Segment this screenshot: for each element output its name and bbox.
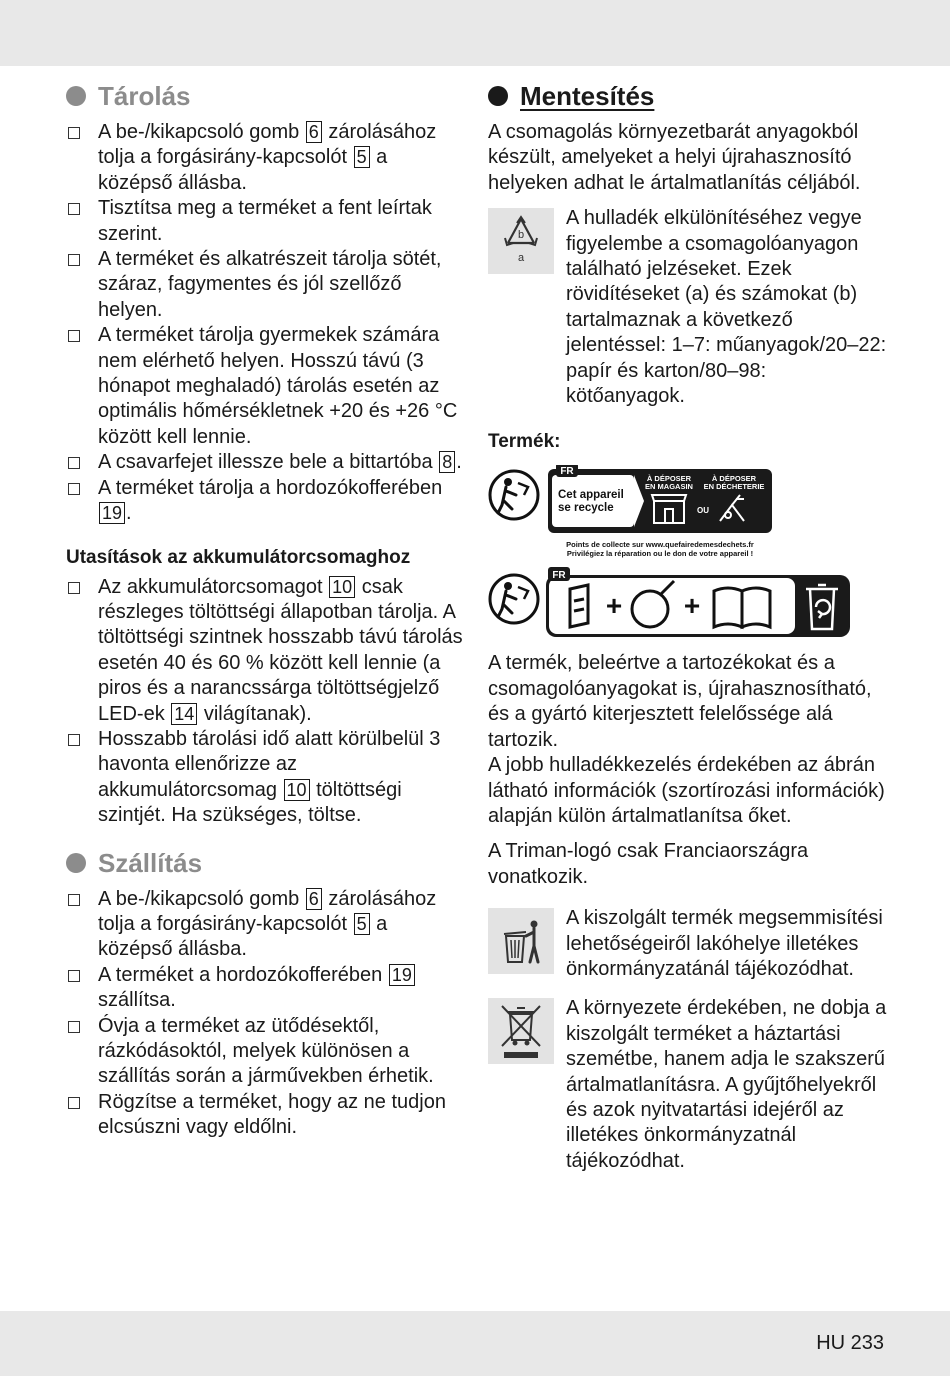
svg-text:EN DÉCHETERIE: EN DÉCHETERIE xyxy=(703,482,765,492)
checkbox-icon xyxy=(68,127,80,139)
recycle-info xyxy=(488,206,888,409)
footer-band xyxy=(0,1311,950,1376)
product-paragraph-2: A jobb hulladékkezelés érdekében az ábrán látható információk (szortírozási információk) alapján külön ártalmatlanítsa őket. xyxy=(488,754,885,827)
left-column xyxy=(66,80,466,1141)
checkbox-icon xyxy=(68,734,80,746)
list-item: A csavarfejet illessze bele a bittartóba 8 . xyxy=(66,450,466,475)
svg-text:EN MAGASIN: EN MAGASIN xyxy=(645,482,693,492)
tarolas-list xyxy=(66,120,466,527)
list-item: A be-/kikapcsoló gomb 6 zárolásához tolja a forgásirány-kapcsolót 5 a középső állásba. xyxy=(66,120,466,196)
part-number: 10 xyxy=(329,576,355,598)
triman-person-icon xyxy=(490,471,538,519)
weee-text: A környezete érdekében, ne dobja a kiszolgált terméket a háztartási szemétbe, hanem adja le szakszerű ártalmatlanításra. A gyűjtőhelyekről és azok nyitvatartási idejéről az illetékes önkormányzatnál tájékozódhat. xyxy=(566,997,887,1172)
triman-sorting-info xyxy=(488,567,854,643)
bin-info xyxy=(488,906,888,982)
crossed-bin-icon xyxy=(488,998,554,1064)
szallitas-list xyxy=(66,887,466,1141)
svg-text:Cet appareil: Cet appareil xyxy=(558,489,624,502)
recycle-code-b: b xyxy=(517,229,525,242)
checkbox-icon xyxy=(68,203,80,215)
section-title-szallitas: Szállítás xyxy=(66,847,466,879)
checkbox-icon xyxy=(68,254,80,266)
page-number: HU 233 xyxy=(816,1332,884,1354)
part-number: 6 xyxy=(306,121,322,143)
bullet-dot-icon xyxy=(66,86,86,106)
list-item: A terméket tárolja a hordozókofferében 19 . xyxy=(66,476,466,527)
weee-info xyxy=(488,996,888,1174)
svg-text:FR: FR xyxy=(560,466,574,478)
svg-text:OU: OU xyxy=(697,506,709,516)
checkbox-icon xyxy=(68,970,80,982)
recycle-text: A hulladék elkülönítéséhez vegye figyelembe a csomagolóanyagon található jelzéseket. Ezek rövidítéseket (a) és számokat (b) tartalmaznak a következő jelentéssel: 1–7: műanyagok/20–22: papír és karton/80–98: kötőanyagok. xyxy=(566,207,887,408)
product-paragraph-1: A termék, beleértve a tartozékokat és a csomagolóanyagokat is, újrahasznosítható, és a gyártó kiterjesztett felelőssége alá tartozik. xyxy=(488,652,872,751)
checkbox-icon xyxy=(68,894,80,906)
product-label: Termék: xyxy=(488,431,561,453)
list-item: Hosszabb tárolási idő alatt körülbelül 3 havonta ellenőrizze az akkumulátorcsomag 10 töltöttségi szintjét. Ha szükséges, töltse. xyxy=(66,727,466,829)
part-number: 5 xyxy=(354,146,370,168)
part-number: 8 xyxy=(439,451,455,473)
section-title-mentesites: Mentesítés xyxy=(488,80,888,112)
checkbox-icon xyxy=(68,457,80,469)
part-number: 14 xyxy=(171,703,197,725)
subsection-title-akku: Utasítások az akkumulátorcsomaghoz xyxy=(66,546,411,568)
intro-text: A csomagolás környezetbarát anyagokból készült, amelyeket a helyi újrahasznosító helyeken adhat le ártalmatlanítás céljából. xyxy=(488,121,861,194)
list-item: Az akkumulátorcsomagot 10 csak részleges töltöttségi állapotban tárolja. A töltöttségi szintnek hosszabb távú tárolás esetén 40 és 60 % között kell lennie (a piros és a narancssárga töltöttségjelző LED-ek 14 világítanak). xyxy=(66,575,466,727)
svg-text:+: + xyxy=(605,590,623,622)
svg-text:Points de collecte sur www.que: Points de collecte sur www.quefairedemesdechets.fr xyxy=(566,540,754,550)
list-item: A be-/kikapcsoló gomb 6 zárolásához tolja a forgásirány-kapcsolót 5 a középső állásba. xyxy=(66,887,466,963)
list-item: Óvja a terméket az ütődésektől, rázkódásoktól, melyek különösen a szállítás során a járművekben érhetik. xyxy=(66,1014,466,1090)
svg-text:+: + xyxy=(683,590,701,622)
triman-person-icon xyxy=(490,575,538,623)
list-item: A terméket a hordozókofferében 19 szállítsa. xyxy=(66,963,466,1014)
list-item: A terméket és alkatrészeit tárolja sötét, száraz, fagymentes és jól szellőző helyen. xyxy=(66,247,466,323)
list-item: A terméket tárolja gyermekek számára nem elérhető helyen. Hosszú távú (3 hónapot meghaladó) tárolás esetén az optimális hőmérsékletnek +20 és +26 °C között kell lennie. xyxy=(66,323,466,450)
part-number: 6 xyxy=(306,888,322,910)
part-number: 5 xyxy=(354,913,370,935)
person-bin-icon xyxy=(488,908,554,974)
triman-logo-info xyxy=(488,465,778,561)
recycling-triangle-icon xyxy=(488,208,554,274)
svg-text:À DÉPOSER: À DÉPOSER xyxy=(711,474,757,484)
checkbox-icon xyxy=(68,582,80,594)
part-number: 10 xyxy=(284,779,310,801)
list-item: Tisztítsa meg a terméket a fent leírtak szerint. xyxy=(66,196,466,247)
bullet-dot-icon xyxy=(488,86,508,106)
svg-text:se recycle: se recycle xyxy=(558,502,614,515)
section-title-tarolas: Tárolás xyxy=(66,80,466,112)
right-column xyxy=(488,80,888,1174)
part-number: 19 xyxy=(99,502,125,524)
list-item: Rögzítse a terméket, hogy az ne tudjon elcsúszni vagy eldőlni. xyxy=(66,1090,466,1141)
header-band xyxy=(0,0,950,66)
part-number: 19 xyxy=(389,964,415,986)
triman-note: A Triman-logó csak Franciaországra vonatkozik. xyxy=(488,840,809,888)
checkbox-icon xyxy=(68,1097,80,1109)
akku-list xyxy=(66,575,466,829)
svg-text:À DÉPOSER: À DÉPOSER xyxy=(646,474,692,484)
bullet-dot-icon xyxy=(66,853,86,873)
checkbox-icon xyxy=(68,483,80,495)
recycle-code-a: a xyxy=(517,252,525,265)
svg-text:Privilégiez la réparation ou l: Privilégiez la réparation ou le don de votre appareil ! xyxy=(566,549,754,559)
svg-text:FR: FR xyxy=(552,570,566,582)
checkbox-icon xyxy=(68,330,80,342)
bin-text: A kiszolgált termék megsemmisítési lehetőségeiről lakóhelye illetékes önkormányzatánál tájékozódhat. xyxy=(566,907,883,980)
checkbox-icon xyxy=(68,1021,80,1033)
